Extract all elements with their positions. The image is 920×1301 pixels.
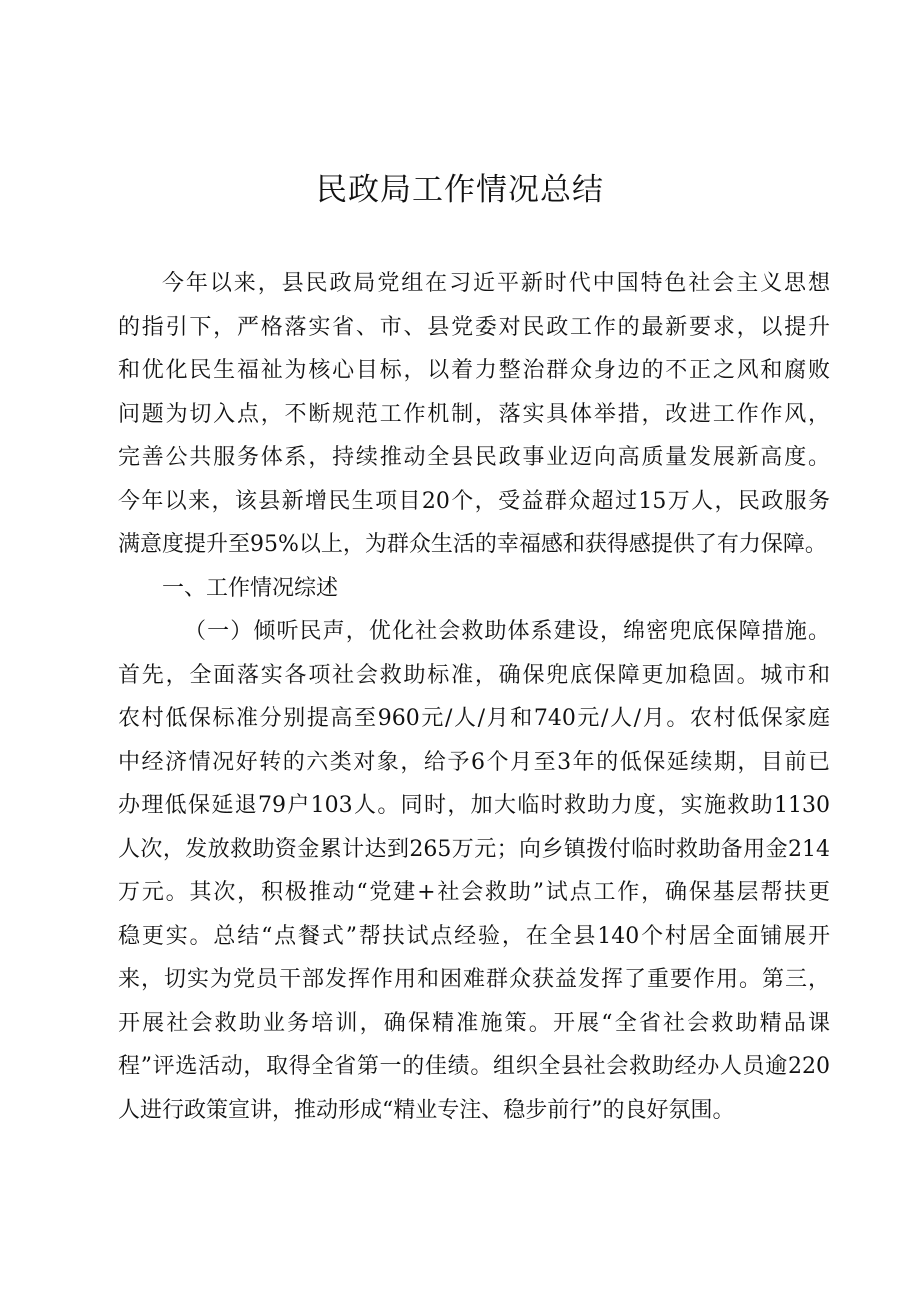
intro-line: 今年以来，该县新增民生项目20个，受益群众超过15万人，民政服务 — [118, 488, 830, 514]
section-line: 来，切实为党员干部发挥作用和困难群众获益发挥了重要作用。第三， — [118, 967, 830, 992]
intro-line: 满意度提升至95%以上，为群众生活的幸福感和获得感提供了有力保障。 — [118, 532, 827, 557]
section-line: 人次，发放救助资金累计达到265万元；向乡镇拨付临时救助备用金214 — [118, 836, 830, 862]
section-line: 农村低保标准分别提高至960元/人/月和740元/人/月。农村低保家庭 — [118, 706, 830, 731]
section-line: 中经济情况好转的六类对象，给予6个月至3年的低保延续期，目前已 — [118, 749, 830, 775]
section-line: （一）倾听民声，优化社会救助体系建设，绵密兜底保障措施。 — [184, 619, 830, 644]
section-line: 首先，全面落实各项社会救助标准，确保兜底保障更加稳固。城市和 — [118, 662, 830, 688]
document-body — [118, 262, 830, 1132]
section-line: 开展社会救助业务培训，确保精准施策。开展“全省社会救助精品课 — [118, 1010, 830, 1036]
section-line: 稳更实。总结“点餐式”帮扶试点经验，在全县140个村居全面铺展开 — [118, 923, 830, 949]
intro-line: 的指引下，严格落实省、市、县党委对民政工作的最新要求，以提升 — [118, 314, 830, 340]
section-line: 办理低保延退79户103人。同时，加大临时救助力度，实施救助1130 — [118, 793, 830, 818]
intro-line: 和优化民生福祉为核心目标，以着力整治群众身边的不正之风和腐败 — [118, 358, 830, 383]
section-line: 程”评选活动，取得全省第一的佳绩。组织全县社会救助经办人员逾220 — [118, 1054, 830, 1079]
intro-line: 完善公共服务体系，持续推动全县民政事业迈向高质量发展新高度。 — [118, 445, 830, 470]
intro-line: 问题为切入点，不断规范工作机制，落实具体举措，改进工作作风， — [118, 401, 830, 427]
section-line: 万元。其次，积极推动“党建+社会救助”试点工作，确保基层帮扶更 — [118, 880, 830, 905]
intro-line: 今年以来，县民政局党组在习近平新时代中国特色社会主义思想 — [162, 271, 830, 296]
section-heading: 一、工作情况综述 — [162, 575, 339, 601]
document-title: 民政局工作情况总结 — [316, 172, 604, 208]
section-line: 人进行政策宣讲，推动形成“精业专注、稳步前行”的良好氛围。 — [118, 1097, 735, 1123]
